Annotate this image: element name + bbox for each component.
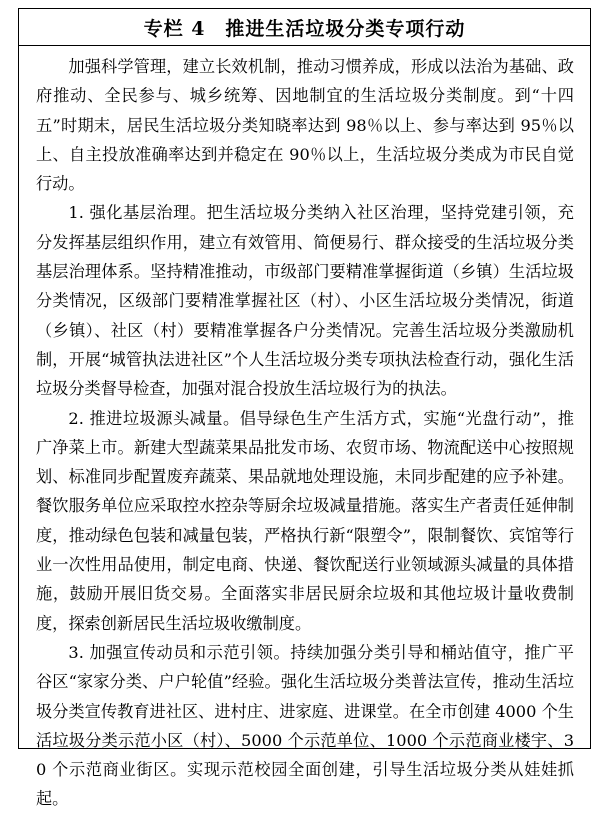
box-title-band (19, 9, 590, 45)
body-text (19, 46, 590, 809)
paragraph-item-3: 3. 加强宣传动员和示范引领。持续加强分类引导和桶站值守，推广平谷区“家家分类、户户轮值”经验。强化生活垃圾分类普法宣传，推动生活垃圾分类宣传教育进社区、进村庄、进家庭、进课堂。在全市创建 4000 个生活垃圾分类示范小区（村）、5000 个示范单位、1000 个示范商业楼宇、30 个示范商业街区。实现示范校园全面创建，引导生活垃圾分类从娃娃抓起。 (36, 642, 574, 809)
paragraph-intro: 加强科学管理，建立长效机制，推动习惯养成，形成以法治为基础、政府推动、全民参与、城乡统筹、因地制宜的生活垃圾分类制度。到“十四五”时期末，居民生活垃圾分类知晓率达到 98％以上、参与率达到 95％以上、自主投放准确率达到并稳定在 90％以上，生活垃圾分类成为市民自觉行动。 (36, 57, 574, 194)
paragraph-item-2: 2. 推进垃圾源头减量。倡导绿色生产生活方式，实施“光盘行动”，推广净菜上市。新建大型蔬菜果品批发市场、农贸市场、物流配送中心按照规划、标准同步配置废弃蔬菜、果品就地处理设施，未同步配建的应予补建。餐饮服务单位应采取控水控杂等厨余垃圾减量措施。落实生产者责任延伸制度，推动绿色包装和减量包装，严格执行新“限塑令”，限制餐饮、宾馆等行业一次性用品使用，制定电商、快递、餐饮配送行业领域源头减量的具体措施，鼓励开展旧货交易。全面落实非居民厨余垃圾和其他垃圾计量收费制度，探索创新居民生活垃圾收缴制度。 (36, 408, 574, 633)
paragraph-item-1: 1. 强化基层治理。把生活垃圾分类纳入社区治理，坚持党建引领，充分发挥基层组织作用，建立有效管用、简便易行、群众接受的生活垃圾分类基层治理体系。坚持精准推动，市级部门要精准掌握街道（乡镇）生活垃圾分类情况，区级部门要精准掌握社区（村）、小区生活垃圾分类情况，街道（乡镇）、社区（村）要精准掌握各户分类情况。完善生活垃圾分类激励机制，开展“城管执法进社区”个人生活垃圾分类专项执法检查行动，强化生活垃圾分类督导检查，加强对混合投放生活垃圾行为的执法。 (36, 203, 574, 399)
page-title: 专栏 4 推进生活垃圾分类专项行动 (143, 17, 466, 40)
